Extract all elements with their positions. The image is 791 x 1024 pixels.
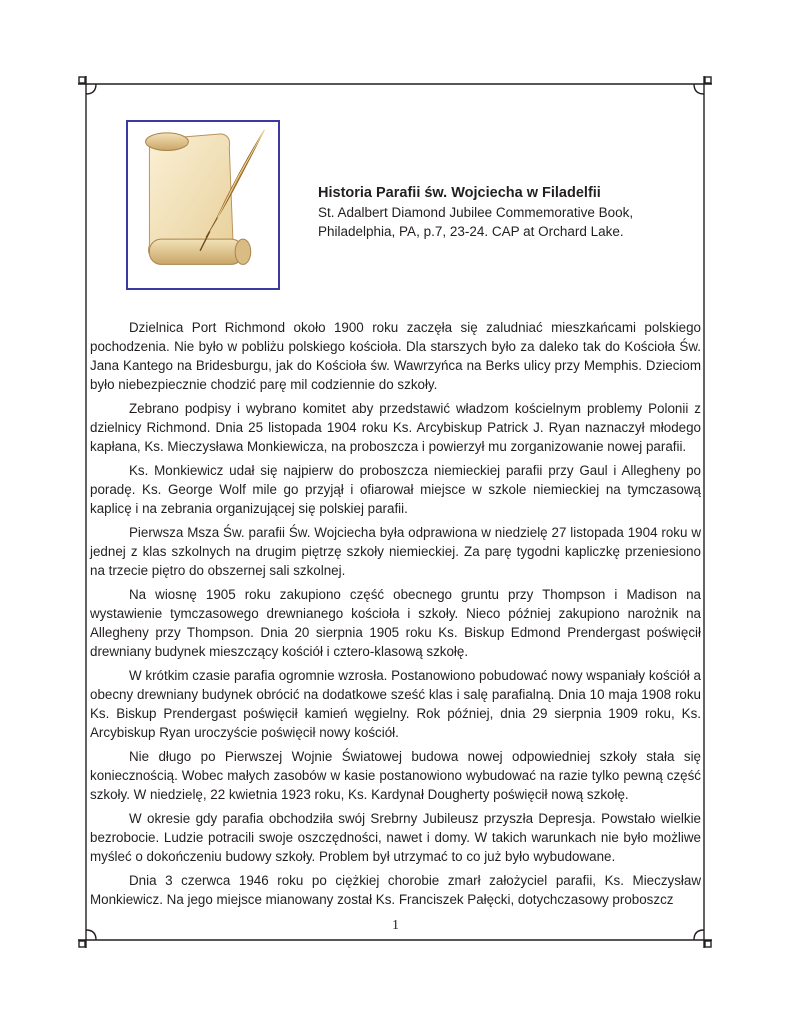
paragraph: Ks. Monkiewicz udał się najpierw do proboszcza niemieckiej parafii przy Gaul i Allegheny po poradę. Ks. George Wolf mile go przyjął i ofiarował miejsce w szkole niemieckiej na tymczasową kaplicę i na zebrania organizującej się polskiej parafii. — [90, 463, 701, 516]
paragraph: Nie długo po Pierwszej Wojnie Światowej budowa nowej odpowiedniej szkoły stała się koniecznością. Wobec małych zasobów w kasie postanowiono wybudować na razie tylko pewną część szkoły. W niedzielę, 22 kwietnia 1923 roku, Ks. Kardynał Dougherty poświęcił nową szkołę. — [90, 749, 701, 802]
paragraph: W okresie gdy parafia obchodziła swój Srebrny Jubileusz przyszła Depresja. Powstało wielkie bezrobocie. Ludzie potracili swoje oszczędności, nawet i domy. W takich warunkach nie było możliwe myśleć o dokończeniu budowy szkoły. Problem był utrzymać to co już było wybudowane. — [90, 811, 701, 864]
paragraph: Zebrano podpisy i wybrano komitet aby przedstawić władzom kościelnym problemy Polonii z dzielnicy Richmond. Dnia 25 listopada 1904 roku Ks. Arcybiskup Patrick J. Ryan naznaczył młodego kapłana, Ks. Mieczysława Monkiewicza, na proboszcza i powierzył mu zorganizowanie nowej parafii. — [90, 401, 701, 454]
article-body — [90, 318, 701, 914]
scroll-quill-illustration — [126, 120, 280, 290]
article-header — [318, 184, 698, 241]
paragraph: Dnia 3 czerwca 1946 roku po ciężkiej chorobie zmarł założyciel parafii, Ks. Mieczysław Monkiewicz. Na jego miejsce mianowany został Ks. Franciszek Pałęcki, dotychczasowy proboszcz — [90, 873, 701, 907]
paragraph: Na wiosnę 1905 roku zakupiono część obecnego gruntu przy Thompson i Madison na wystawienie tymczasowego drewnianego kościoła i szkoły. Nieco później zakupiono narożnik na Allegheny przy Thompson. Dnia 20 sierpnia 1905 roku Ks. Biskup Edmond Prendergast poświęcił drewniany budynek mieszczący kościół i cztero-klasową szkołę. — [90, 587, 701, 659]
paragraph: Dzielnica Port Richmond około 1900 roku zaczęła się zaludniać mieszkańcami polskiego pochodzenia. Nie było w pobliżu polskiego kościoła. Dla starszych było za daleko tak do Kościoła Św. Jana Kantego na Bridesburgu, jak do Kościoła św. Wawrzyńca na Berks ulicy przy Memphis. Dzieciom było niebezpiecznie chodzić parę mil codziennie do szkoły. — [90, 320, 701, 392]
source-citation-line-1: St. Adalbert Diamond Jubilee Commemorative Book, — [318, 205, 634, 220]
article-title: Historia Parafii św. Wojciecha w Filadelfii — [318, 185, 601, 201]
paragraph: Pierwsza Msza Św. parafii Św. Wojciecha była odprawiona w niedzielę 27 listopada 1904 roku w jednej z klas szkolnych na drugim piętrzę szkoły niemieckiej. Za parę tygodni kapliczkę przeniesiono na trzecie piętro do obszernej sali szkolnej. — [90, 525, 701, 578]
source-citation-line-2: Philadelphia, PA, p.7, 23-24. CAP at Orchard Lake. — [318, 224, 624, 239]
page-number: 1 — [392, 918, 399, 933]
paragraph: W krótkim czasie parafia ogromnie wzrosła. Postanowiono pobudować nowy wspaniały kościół a obecny drewniany budynek obrócić na dodatkowe sześć klas i salę parafialną. Dnia 10 maja 1908 roku Ks. Biskup Prendergast poświęcił kamień węgielny. Rok później, dnia 29 sierpnia 1909 roku, Ks. Arcybiskup Ryan uroczyście poświęcił nowy kościół. — [90, 668, 701, 740]
scroll-and-quill-icon — [128, 122, 278, 288]
